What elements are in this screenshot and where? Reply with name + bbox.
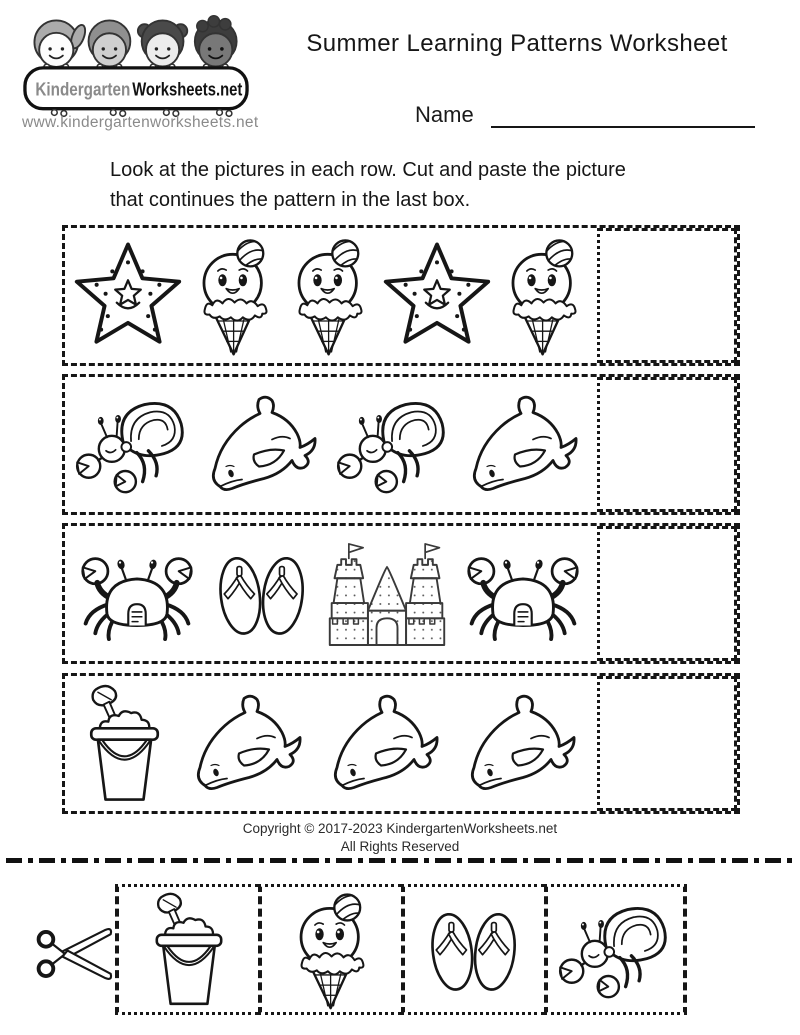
dolphin-icon xyxy=(463,691,583,797)
hermit-crab-icon xyxy=(336,393,452,497)
pattern-row-4-items xyxy=(69,679,591,808)
ice-cream-icon xyxy=(500,233,588,359)
instructions-line2: that continues the pattern in the last box. xyxy=(110,189,471,211)
name-blank-line xyxy=(491,106,755,128)
pattern-row-1 xyxy=(62,225,740,366)
rights-line: All Rights Reserved xyxy=(340,839,460,854)
logo-kid-boy-gray xyxy=(89,20,131,66)
pattern-row-1-items xyxy=(69,231,591,360)
sandcastle-icon xyxy=(325,540,449,647)
crab-icon xyxy=(460,544,586,643)
hermit-crab-icon xyxy=(75,393,191,497)
cutout-box-4 xyxy=(544,884,687,1015)
cutout-box-1 xyxy=(115,884,258,1015)
bucket-icon xyxy=(77,683,172,804)
crab-icon xyxy=(74,544,200,643)
dolphin-icon xyxy=(204,392,324,498)
hermit-crab-icon xyxy=(558,898,674,1002)
bucket-icon xyxy=(143,891,235,1008)
logo-kid-boy-curly xyxy=(195,16,237,67)
pattern-row-4 xyxy=(62,673,740,814)
starfish-icon xyxy=(72,240,184,352)
logo-text-primary: Kindergarten xyxy=(35,79,131,100)
starfish-icon xyxy=(381,240,493,352)
website-url: www.kindergartenworksheets.net xyxy=(22,114,259,131)
ice-cream-icon xyxy=(191,233,279,359)
logo-kid-girl-ponytail xyxy=(34,20,88,67)
dolphin-icon xyxy=(189,691,309,797)
flip-flops-icon xyxy=(423,902,527,998)
cutout-strip xyxy=(115,884,687,1015)
cutout-box-3 xyxy=(401,884,544,1015)
page-title: Summer Learning Patterns Worksheet xyxy=(306,30,728,57)
cut-here-dashed-line xyxy=(6,858,794,863)
instructions-line1: Look at the pictures in each row. Cut and paste the picture xyxy=(110,159,626,181)
logo-text-secondary: Worksheets.net xyxy=(132,79,243,100)
kindergarten-worksheets-logo xyxy=(16,10,256,122)
ice-cream-icon xyxy=(286,889,378,1011)
logo-banner xyxy=(25,64,247,116)
copyright-line: Copyright © 2017-2023 KindergartenWorksheets.net xyxy=(242,821,558,836)
pattern-row-3-items xyxy=(69,529,591,658)
pattern-row-3 xyxy=(62,523,740,664)
pattern-row-1-answer-box xyxy=(597,228,737,363)
logo-kid-girl-pigtails xyxy=(138,20,187,66)
dolphin-icon xyxy=(465,392,585,498)
pattern-row-4-answer-box xyxy=(597,676,737,811)
cutout-box-2 xyxy=(258,884,401,1015)
ice-cream-icon xyxy=(286,233,374,359)
copyright xyxy=(0,820,800,856)
instructions xyxy=(110,155,710,215)
dolphin-icon xyxy=(326,691,446,797)
flip-flops-icon xyxy=(211,546,315,642)
pattern-row-3-answer-box xyxy=(597,526,737,661)
name-label: Name xyxy=(415,102,474,127)
scissors-icon xyxy=(33,920,115,988)
pattern-row-2-items xyxy=(69,380,591,509)
pattern-row-2 xyxy=(62,374,740,515)
pattern-row-2-answer-box xyxy=(597,377,737,512)
